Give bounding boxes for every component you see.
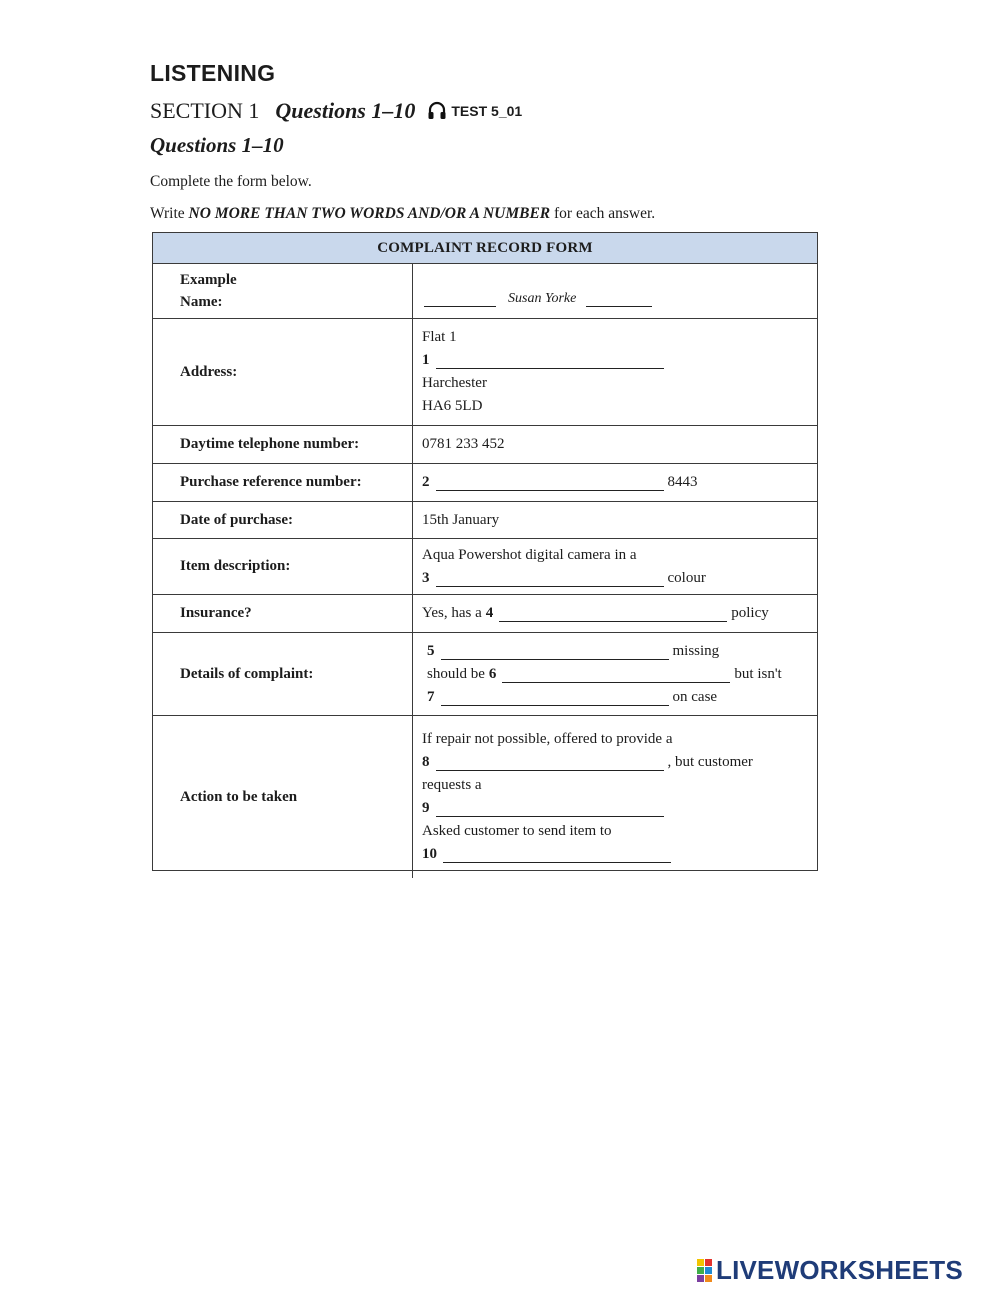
form-row-example (153, 264, 817, 319)
instruction-word-limit (150, 205, 655, 223)
telephone-label: Daytime telephone number: (153, 426, 413, 463)
form-title: COMPLAINT RECORD FORM (153, 233, 817, 264)
question-7 (427, 686, 817, 709)
example-label (153, 264, 413, 318)
question-1 (422, 349, 817, 372)
answer-blank-1[interactable] (436, 352, 664, 369)
form-row-item (153, 539, 817, 595)
question-7-number: 7 (427, 688, 435, 705)
form-row-address (153, 319, 817, 426)
item-line1: Aqua Powershot digital camera in a (422, 546, 637, 563)
liveworksheets-logo-text: LIVEWORKSHEETS (716, 1255, 963, 1285)
action-label: Action to be taken (153, 716, 413, 878)
complaint-q7-suffix: on case (672, 688, 718, 705)
date-value: 15th January (422, 511, 500, 528)
question-8 (422, 751, 817, 774)
question-4-number: 4 (485, 605, 494, 621)
example-label-1: Example (180, 272, 237, 288)
form-row-insurance (153, 595, 817, 633)
action-line1: If repair not possible, offered to provide a (422, 731, 673, 747)
form-row-date (153, 502, 817, 539)
answer-blank-3[interactable] (436, 570, 664, 587)
purchase-ref-value-cell (413, 464, 817, 501)
answer-blank-6[interactable] (502, 666, 730, 683)
question-4 (422, 602, 817, 625)
answer-blank-8[interactable] (436, 754, 664, 771)
complaint-record-form (152, 232, 818, 871)
item-suffix: colour (667, 569, 706, 586)
date-label: Date of purchase: (153, 502, 413, 538)
insurance-prefix: Yes, has a (422, 605, 482, 621)
item-value-cell (413, 539, 817, 594)
question-6 (427, 663, 817, 686)
complaint-value-cell (413, 633, 817, 715)
item-label: Item description: (153, 539, 413, 594)
example-underline-right (586, 290, 652, 307)
question-3 (422, 567, 817, 590)
form-row-telephone (153, 426, 817, 464)
question-2 (422, 471, 817, 494)
address-value-cell (413, 319, 817, 425)
address-line4: HA6 5LD (422, 398, 483, 414)
purchase-ref-suffix: 8443 (667, 474, 698, 490)
action-q8-suffix: , but customer (667, 754, 753, 770)
instruction-suffix: for each answer. (554, 205, 656, 222)
telephone-value: 0781 233 452 (422, 436, 505, 452)
question-1-number: 1 (422, 352, 430, 368)
question-6-number: 6 (488, 665, 497, 682)
address-line3: Harchester (422, 375, 487, 391)
example-label-2: Name: (180, 294, 223, 310)
headphones-icon (427, 101, 447, 121)
complaint-q6-prefix: should be (427, 665, 485, 682)
answer-blank-2[interactable] (436, 474, 664, 491)
complaint-q5-suffix: missing (672, 642, 720, 659)
instruction-emphasis: NO MORE THAN TWO WORDS AND/OR A NUMBER (188, 205, 551, 222)
address-label: Address: (153, 319, 413, 425)
question-3-number: 3 (422, 569, 430, 586)
question-9-number: 9 (422, 800, 430, 816)
answer-blank-5[interactable] (441, 643, 669, 660)
form-row-purchase-ref (153, 464, 817, 502)
question-5 (427, 640, 817, 663)
action-line5: Asked customer to send item to (422, 823, 612, 839)
answer-blank-4[interactable] (499, 605, 727, 622)
question-10 (422, 843, 817, 866)
liveworksheets-logo-icon (697, 1259, 712, 1282)
example-underline-left (424, 290, 496, 307)
test-code: TEST 5_01 (451, 103, 523, 119)
liveworksheets-logo[interactable] (697, 1255, 963, 1286)
complaint-label: Details of complaint: (153, 633, 413, 715)
action-value-cell (413, 716, 817, 878)
question-8-number: 8 (422, 754, 430, 770)
listening-heading: LISTENING (150, 60, 276, 86)
answer-blank-9[interactable] (436, 800, 664, 817)
instruction-prefix: Write (150, 205, 185, 222)
answer-blank-10[interactable] (443, 846, 671, 863)
complaint-q6-suffix: but isn't (734, 665, 782, 682)
form-row-action (153, 716, 817, 878)
example-value-cell (413, 264, 817, 318)
form-row-complaint (153, 633, 817, 716)
action-line3: requests a (422, 777, 482, 793)
insurance-value-cell (413, 595, 817, 632)
instruction-complete: Complete the form below. (150, 173, 312, 190)
address-line1: Flat 1 (422, 329, 457, 345)
insurance-label: Insurance? (153, 595, 413, 632)
purchase-ref-label: Purchase reference number: (153, 464, 413, 501)
section-label: SECTION 1 (150, 98, 260, 123)
question-5-number: 5 (427, 642, 435, 659)
question-10-number: 10 (422, 846, 437, 862)
question-2-number: 2 (422, 474, 430, 490)
answer-blank-7[interactable] (441, 689, 669, 706)
question-9 (422, 797, 817, 820)
example-name-value: Susan Yorke (508, 290, 577, 306)
questions-subheading: Questions 1–10 (150, 133, 284, 157)
questions-range: Questions 1–10 (275, 98, 416, 123)
section-heading (150, 98, 522, 124)
insurance-suffix: policy (731, 605, 769, 621)
